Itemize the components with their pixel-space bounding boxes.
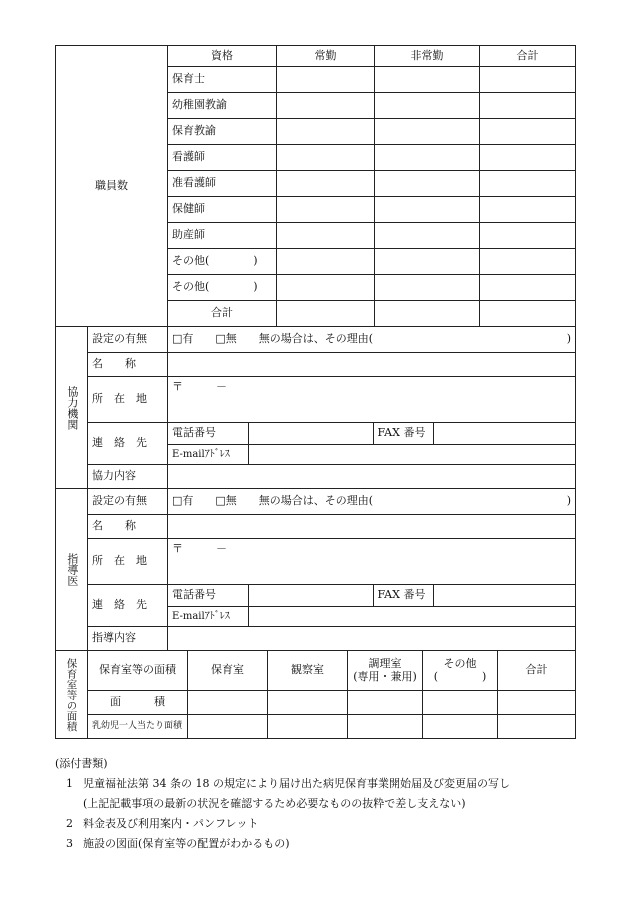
address-label: 所 在 地 (88, 377, 168, 423)
email-label: E-mailｱﾄﾞﾚｽ (172, 610, 230, 622)
parttime-cell[interactable] (375, 171, 480, 197)
setting-field[interactable] (168, 327, 576, 353)
setting-field[interactable] (168, 489, 576, 515)
attachments (55, 756, 615, 852)
content-label: 指導内容 (88, 627, 168, 651)
parttime-cell[interactable] (375, 249, 480, 275)
header-parttime: 非常勤 (375, 46, 480, 67)
total-cell[interactable] (480, 171, 576, 197)
setting-value: □有 □無 無の場合は、その理由( (172, 332, 374, 346)
total-cell[interactable] (480, 301, 576, 327)
total-cell[interactable] (480, 93, 576, 119)
attachment-item (55, 816, 615, 832)
attachment-item (55, 776, 615, 792)
other-line2: ( ) (433, 669, 487, 683)
attachment-number: 1 (66, 777, 73, 790)
qualification-label: その他( ) (168, 249, 277, 275)
header-qualification: 資格 (168, 46, 277, 67)
staff-section-label: 職員数 (56, 46, 168, 327)
email-label: E-mailｱﾄﾞﾚｽ (172, 448, 230, 460)
parttime-cell[interactable] (375, 275, 480, 301)
parttime-cell[interactable] (375, 145, 480, 171)
area-cell[interactable] (498, 691, 576, 715)
attachment-text: 施設の図面(保育室等の配置がわかるもの) (83, 837, 290, 850)
fulltime-cell[interactable] (277, 249, 375, 275)
total-cell[interactable] (480, 223, 576, 249)
total-cell[interactable] (480, 119, 576, 145)
per-child-label: 乳幼児一人当たり面積 (88, 715, 188, 739)
address-label: 所 在 地 (88, 539, 168, 585)
header-fulltime: 常勤 (277, 46, 375, 67)
qualification-label: 保健師 (168, 197, 277, 223)
qualification-label: 保育士 (168, 67, 277, 93)
area-cell[interactable] (268, 691, 348, 715)
email-input[interactable] (248, 606, 575, 626)
name-field[interactable] (168, 515, 576, 539)
content-field[interactable] (168, 627, 576, 651)
area-col-observation: 観察室 (268, 651, 348, 691)
setting-value: □有 □無 無の場合は、その理由( (172, 494, 374, 508)
area-col-kitchen (348, 651, 423, 691)
total-cell[interactable] (480, 249, 576, 275)
area-cell[interactable] (423, 715, 498, 739)
setting-label: 設定の有無 (88, 327, 168, 353)
staff-table (55, 45, 576, 327)
setting-label: 設定の有無 (88, 489, 168, 515)
area-section-label: 保育室等の面積 (56, 651, 88, 739)
doctor-section-label: 指導医 (56, 489, 88, 651)
qualification-label: その他( ) (168, 275, 277, 301)
tel-label: 電話番号 (168, 423, 248, 444)
contact-field (168, 423, 576, 465)
setting-close: ) (566, 494, 571, 508)
fulltime-cell[interactable] (277, 119, 375, 145)
fulltime-cell[interactable] (277, 275, 375, 301)
attachments-title: (添付書類) (55, 757, 108, 770)
fulltime-cell[interactable] (277, 145, 375, 171)
area-cell[interactable] (348, 715, 423, 739)
parttime-cell[interactable] (375, 223, 480, 249)
cooperating-table (55, 326, 576, 489)
fulltime-cell[interactable] (277, 301, 375, 327)
qualification-label: 幼稚園教諭 (168, 93, 277, 119)
qualification-label: 保育教諭 (168, 119, 277, 145)
setting-close: ) (566, 332, 571, 346)
area-col-total: 合計 (498, 651, 576, 691)
email-input[interactable] (248, 444, 575, 464)
area-cell[interactable] (268, 715, 348, 739)
area-header-label: 保育室等の面積 (88, 651, 188, 691)
address-field[interactable]: 〒 － (168, 377, 576, 423)
area-label: 面 積 (88, 691, 188, 715)
tel-input[interactable] (248, 423, 373, 444)
address-field[interactable]: 〒 － (168, 539, 576, 585)
contact-label: 連 絡 先 (88, 423, 168, 465)
attachment-item (55, 796, 615, 812)
parttime-cell[interactable] (375, 119, 480, 145)
contact-label: 連 絡 先 (88, 585, 168, 627)
qualification-label: 看護師 (168, 145, 277, 171)
tel-input[interactable] (248, 585, 373, 606)
fax-label: FAX 番号 (373, 423, 433, 444)
other-line1: その他 (443, 656, 477, 670)
total-cell[interactable] (480, 145, 576, 171)
content-field[interactable] (168, 465, 576, 489)
attachment-number: 3 (66, 837, 73, 850)
name-label: 名 称 (88, 515, 168, 539)
registration-form (55, 45, 575, 739)
attachment-text: 料金表及び利用案内・パンフレット (83, 817, 259, 830)
fulltime-cell[interactable] (277, 197, 375, 223)
name-field[interactable] (168, 353, 576, 377)
total-cell[interactable] (480, 67, 576, 93)
fax-label: FAX 番号 (373, 585, 433, 606)
fax-input[interactable] (433, 585, 575, 606)
contact-field (168, 585, 576, 627)
fulltime-cell[interactable] (277, 171, 375, 197)
name-label: 名 称 (88, 353, 168, 377)
kitchen-line2: (専用・兼用) (353, 669, 417, 683)
area-table (55, 650, 576, 739)
area-cell[interactable] (348, 691, 423, 715)
parttime-cell[interactable] (375, 197, 480, 223)
qualification-label: 准看護師 (168, 171, 277, 197)
total-cell[interactable] (480, 275, 576, 301)
doctor-table (55, 488, 576, 651)
header-total: 合計 (480, 46, 576, 67)
attachment-number: 2 (66, 817, 73, 830)
cooperating-section-label: 協力機関 (56, 327, 88, 489)
total-cell[interactable] (480, 197, 576, 223)
area-cell[interactable] (423, 691, 498, 715)
fulltime-cell[interactable] (277, 93, 375, 119)
parttime-cell[interactable] (375, 93, 480, 119)
parttime-cell[interactable] (375, 301, 480, 327)
area-cell[interactable] (498, 715, 576, 739)
area-cell[interactable] (188, 691, 268, 715)
qualification-label: 助産師 (168, 223, 277, 249)
content-label: 協力内容 (88, 465, 168, 489)
staff-total-label: 合計 (168, 301, 277, 327)
attachment-text: 児童福祉法第 34 条の 18 の規定により届け出た病児保育事業開始届及び変更届の写し (83, 777, 510, 790)
staff-header-row (56, 46, 576, 67)
area-cell[interactable] (188, 715, 268, 739)
parttime-cell[interactable] (375, 67, 480, 93)
attachment-item (55, 836, 615, 852)
area-col-other (423, 651, 498, 691)
area-col-nursery: 保育室 (188, 651, 268, 691)
tel-label: 電話番号 (168, 585, 248, 606)
attachment-text: (上記記載事項の最新の状況を確認するため必要なものの抜粋で差し支えない) (83, 797, 466, 810)
kitchen-line1: 調理室 (368, 656, 402, 670)
fax-input[interactable] (433, 423, 575, 444)
fulltime-cell[interactable] (277, 67, 375, 93)
fulltime-cell[interactable] (277, 223, 375, 249)
